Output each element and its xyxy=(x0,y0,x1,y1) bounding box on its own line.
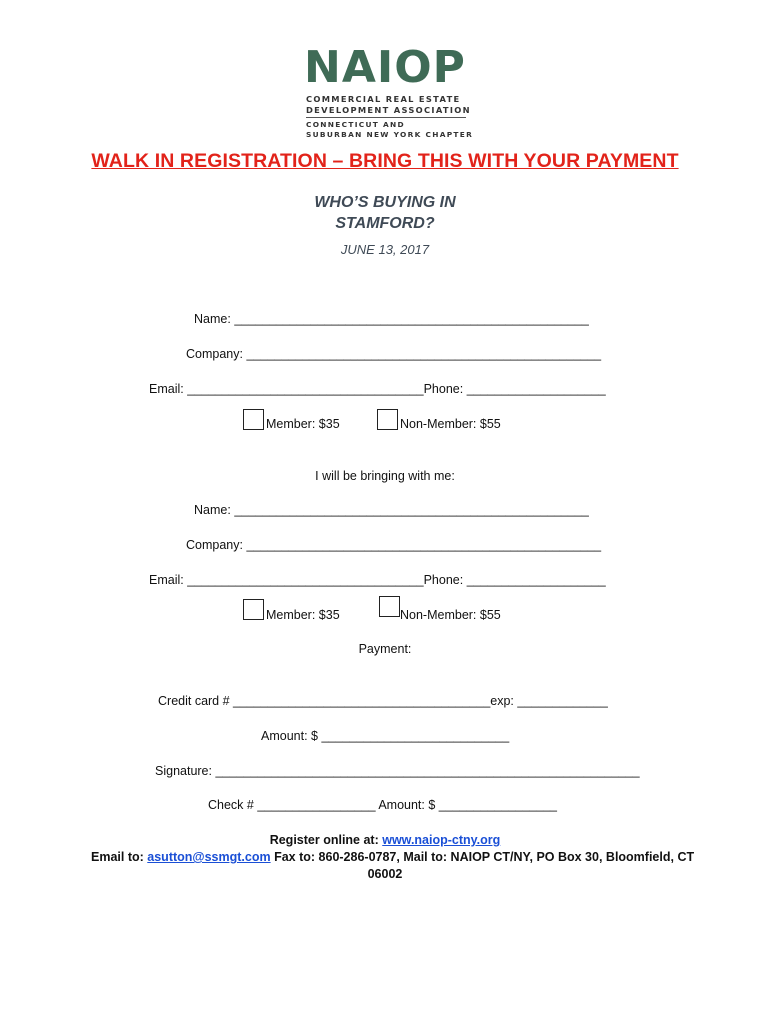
logo-chapter-2: SUBURBAN NEW YORK CHAPTER xyxy=(306,130,474,139)
register-link[interactable]: www.naiop-ctny.org xyxy=(382,833,501,847)
event-title xyxy=(0,192,770,234)
guest-nonmember-checkbox[interactable] xyxy=(379,596,400,617)
guest-name-label: Name: xyxy=(194,503,231,517)
attendee-phone-label: Phone: xyxy=(423,382,464,396)
guest-member-label: Member: $35 xyxy=(266,608,340,622)
event-title-line-1: WHO’S BUYING IN xyxy=(314,194,456,211)
check-line[interactable]: _________________ xyxy=(257,798,376,812)
attendee-nonmember-checkbox[interactable] xyxy=(377,409,398,430)
attendee-name-field[interactable] xyxy=(194,312,589,326)
attendee-email-label: Email: xyxy=(149,382,184,396)
logo-chapter-1: CONNECTICUT AND xyxy=(306,120,405,129)
email-to-label: Email to: xyxy=(91,850,144,864)
guest-company-label: Company: xyxy=(186,538,243,552)
guest-name-field[interactable] xyxy=(194,503,589,517)
attendee-company-label: Company: xyxy=(186,347,243,361)
logo-wordmark: NAIOP xyxy=(304,42,466,93)
page-heading: WALK IN REGISTRATION – BRING THIS WITH YOUR PAYMENT xyxy=(91,150,679,172)
check-label: Check # xyxy=(208,798,254,812)
attendee-email-phone-field[interactable] xyxy=(149,382,606,396)
guest-phone-label: Phone: xyxy=(423,573,464,587)
guest-email-label: Email: xyxy=(149,573,184,587)
email-link[interactable]: asutton@ssmgt.com xyxy=(147,850,271,864)
event-title-line-2: STAMFORD? xyxy=(335,215,435,232)
signature-field[interactable] xyxy=(155,764,640,778)
attendee-name-line[interactable]: ___________________________________________________ xyxy=(234,312,589,326)
check-amount-label: Amount: $ xyxy=(378,798,436,812)
signature-line[interactable]: _____________________________________________________________ xyxy=(215,764,640,778)
amount-label: Amount: $ xyxy=(261,729,318,743)
exp-label: exp: xyxy=(490,694,514,708)
event-date: JUNE 13, 2017 xyxy=(340,242,430,257)
attendee-nonmember-label: Non-Member: $55 xyxy=(400,417,501,431)
contact-line xyxy=(91,850,694,864)
register-online-line xyxy=(0,833,770,847)
attendee-member-label: Member: $35 xyxy=(266,417,340,431)
payment-heading: Payment: xyxy=(358,642,412,656)
attendee-company-field[interactable] xyxy=(186,347,601,361)
guest-intro: I will be bringing with me: xyxy=(315,469,455,483)
fax-mail-text: Fax to: 860-286-0787, Mail to: NAIOP CT/NY, PO Box 30, Bloomfield, CT xyxy=(274,850,695,864)
zip-code: 06002 xyxy=(367,867,403,881)
check-amount-line[interactable]: _________________ xyxy=(438,798,557,812)
logo-divider xyxy=(306,117,466,118)
check-field[interactable] xyxy=(208,798,557,812)
credit-card-label: Credit card # xyxy=(158,694,230,708)
logo-tagline-1: COMMERCIAL REAL ESTATE xyxy=(306,94,461,104)
attendee-member-checkbox[interactable] xyxy=(243,409,264,430)
attendee-company-line[interactable]: ___________________________________________________ xyxy=(246,347,602,361)
register-label: Register online at: xyxy=(269,833,379,847)
guest-name-line[interactable]: ___________________________________________________ xyxy=(234,503,589,517)
guest-member-checkbox[interactable] xyxy=(243,599,264,620)
signature-label: Signature: xyxy=(155,764,212,778)
guest-email-line[interactable]: __________________________________ xyxy=(187,573,424,587)
credit-card-field[interactable] xyxy=(158,694,608,708)
amount-field[interactable] xyxy=(261,729,509,743)
guest-company-line[interactable]: ___________________________________________________ xyxy=(246,538,602,552)
amount-line[interactable]: ___________________________ xyxy=(321,729,510,743)
guest-email-phone-field[interactable] xyxy=(149,573,606,587)
logo-tagline-2: DEVELOPMENT ASSOCIATION xyxy=(306,105,471,115)
attendee-name-label: Name: xyxy=(194,312,231,326)
attendee-email-line[interactable]: __________________________________ xyxy=(187,382,424,396)
guest-nonmember-label: Non-Member: $55 xyxy=(400,608,501,622)
guest-company-field[interactable] xyxy=(186,538,601,552)
guest-phone-line[interactable]: ____________________ xyxy=(466,573,606,587)
exp-line[interactable]: _____________ xyxy=(517,694,608,708)
naiop-logo xyxy=(300,42,474,140)
credit-card-line[interactable]: _____________________________________ xyxy=(233,694,491,708)
attendee-phone-line[interactable]: ____________________ xyxy=(466,382,606,396)
